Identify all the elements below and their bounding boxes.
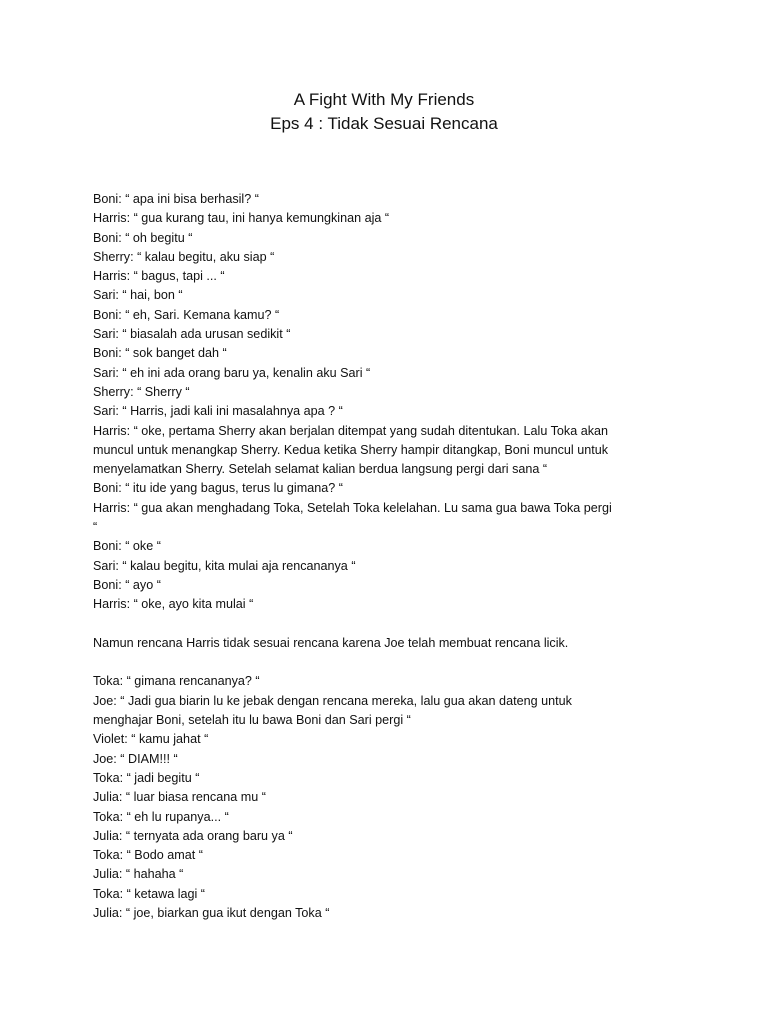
dialogue-line: Sari: “ kalau begitu, kita mulai aja rencananya “ <box>93 558 356 573</box>
dialogue-line: Harris: “ gua kurang tau, ini hanya kemungkinan aja “ <box>93 211 390 226</box>
dialogue-line: Sari: “ Harris, jadi kali ini masalahnya apa ? “ <box>93 404 343 419</box>
dialogue-line: Boni: “ ayo “ <box>93 577 161 592</box>
narration-line: Namun rencana Harris tidak sesuai rencana karena Joe telah membuat rencana licik. <box>93 635 569 650</box>
dialogue-line: Julia: “ hahaha “ <box>93 867 184 882</box>
dialogue-line: Toka: “ eh lu rupanya... “ <box>93 809 229 824</box>
dialogue-line: Boni: “ itu ide yang bagus, terus lu gimana? “ <box>93 481 343 496</box>
dialogue-line: Julia: “ ternyata ada orang baru ya “ <box>93 828 293 843</box>
dialogue-line: Harris: “ oke, pertama Sherry akan berjalan ditempat yang sudah ditentukan. Lalu Toka akan <box>93 423 609 438</box>
dialogue-line: Sari: “ hai, bon “ <box>93 288 183 303</box>
dialogue-section-1 <box>93 190 683 615</box>
dialogue-line: Julia: “ joe, biarkan gua ikut dengan Toka “ <box>93 905 330 920</box>
dialogue-line: Sherry: “ kalau begitu, aku siap “ <box>93 249 275 264</box>
dialogue-line: Sherry: “ Sherry “ <box>93 384 190 399</box>
dialogue-line: menghajar Boni, setelah itu lu bawa Boni dan Sari pergi “ <box>93 713 411 728</box>
dialogue-line: Boni: “ eh, Sari. Kemana kamu? “ <box>93 307 280 322</box>
dialogue-line: Harris: “ bagus, tapi ... “ <box>93 269 225 284</box>
dialogue-line: Toka: “ gimana rencananya? “ <box>93 674 260 689</box>
dialogue-line: Sari: “ eh ini ada orang baru ya, kenalin aku Sari “ <box>93 365 371 380</box>
dialogue-line: Harris: “ oke, ayo kita mulai “ <box>93 597 254 612</box>
paragraph-gap <box>93 653 683 672</box>
dialogue-line: Joe: “ DIAM!!! “ <box>93 751 178 766</box>
dialogue-line: Harris: “ gua akan menghadang Toka, Setelah Toka kelelahan. Lu sama gua bawa Toka pergi <box>93 500 612 515</box>
dialogue-line: “ <box>93 520 98 535</box>
dialogue-line: Julia: “ luar biasa rencana mu “ <box>93 790 266 805</box>
dialogue-line: Toka: “ ketawa lagi “ <box>93 886 205 901</box>
dialogue-line: Boni: “ sok banget dah “ <box>93 346 227 361</box>
dialogue-line: Joe: “ Jadi gua biarin lu ke jebak dengan rencana mereka, lalu gua akan dateng untuk <box>93 693 572 708</box>
title-block <box>0 88 768 136</box>
dialogue-line: Toka: “ jadi begitu “ <box>93 770 200 785</box>
script-body <box>93 190 683 923</box>
episode-subtitle: Eps 4 : Tidak Sesuai Rencana <box>270 114 498 133</box>
dialogue-line: Violet: “ kamu jahat “ <box>93 732 209 747</box>
dialogue-line: Boni: “ oh begitu “ <box>93 230 193 245</box>
dialogue-line: Boni: “ oke “ <box>93 539 161 554</box>
dialogue-line: menyelamatkan Sherry. Setelah selamat kalian berdua langsung pergi dari sana “ <box>93 462 548 477</box>
document-title: A Fight With My Friends <box>293 90 475 109</box>
dialogue-line: Sari: “ biasalah ada urusan sedikit “ <box>93 327 291 342</box>
dialogue-section-2 <box>93 672 683 923</box>
dialogue-line: muncul untuk menangkap Sherry. Kedua ketika Sherry hampir ditangkap, Boni muncul untuk <box>93 442 608 457</box>
dialogue-line: Boni: “ apa ini bisa berhasil? “ <box>93 192 259 206</box>
paragraph-gap <box>93 615 683 634</box>
dialogue-line: Toka: “ Bodo amat “ <box>93 848 203 863</box>
